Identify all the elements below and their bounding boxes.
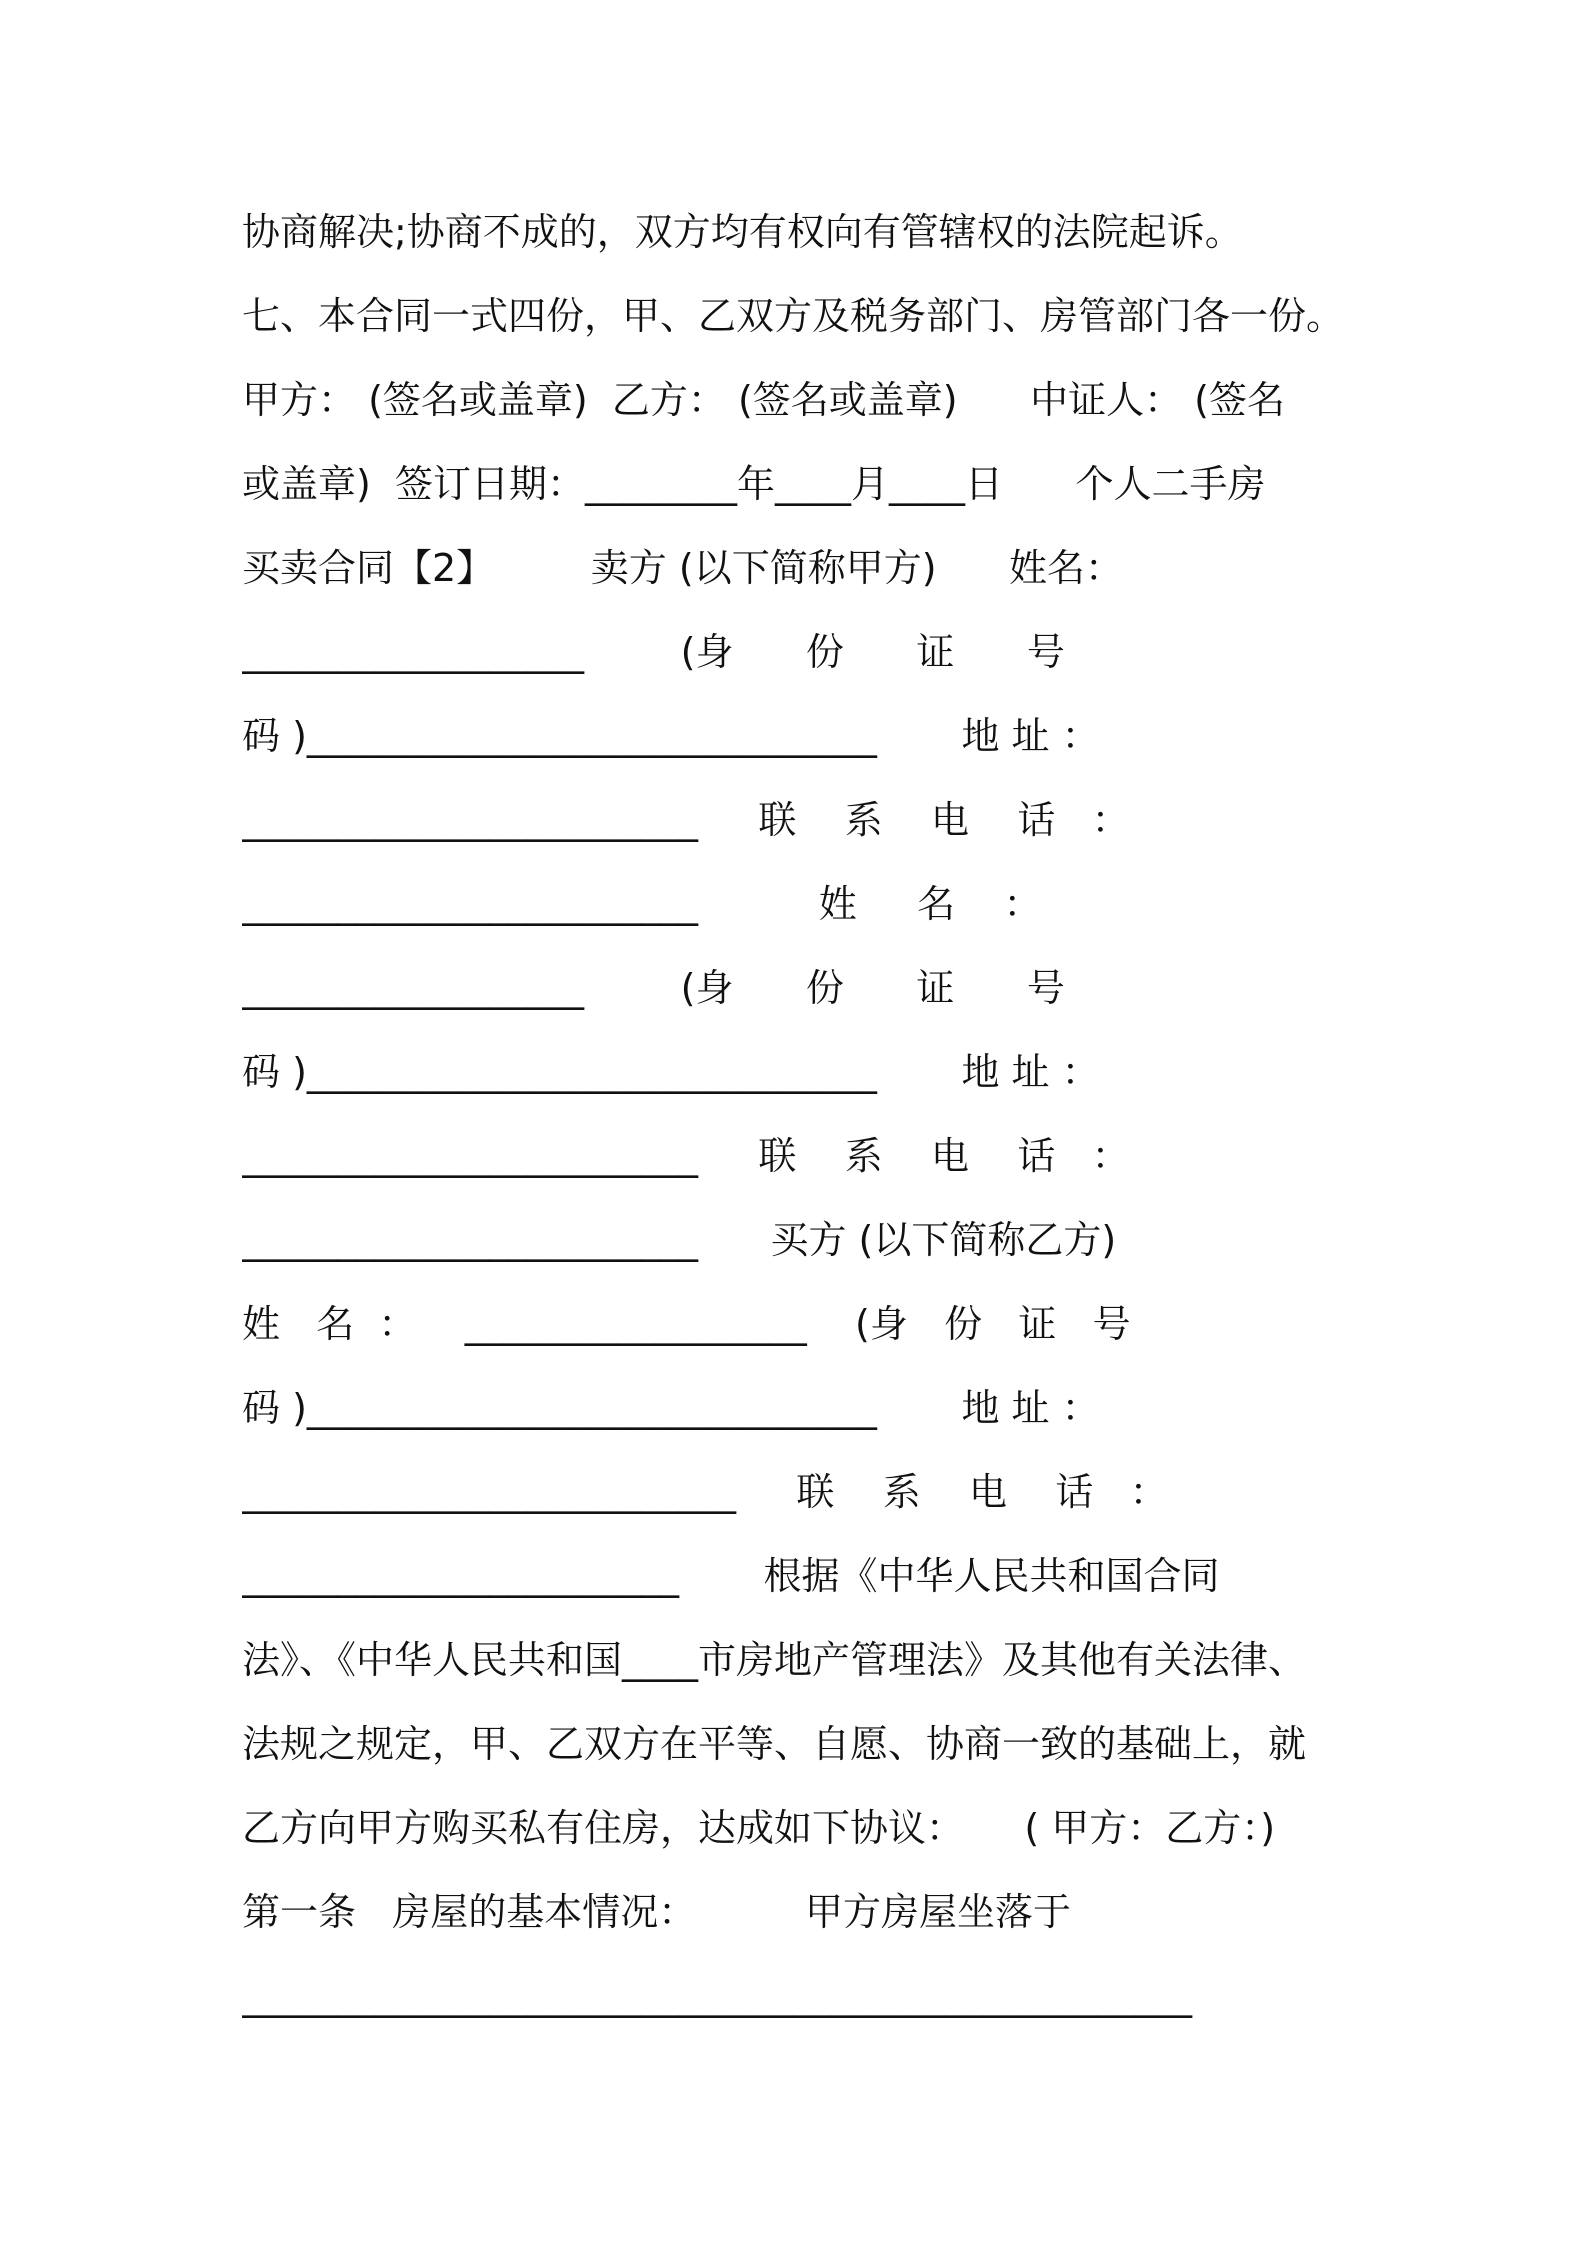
text-line-buyer-heading: ________________________ 买方 (以下简称乙方): [242, 1218, 1117, 1262]
text-line-seller-address: 码 )______________________________ 地 址 ：: [242, 714, 1100, 758]
text-line-legal-basis-cont: 法》、《中华人民共和国____市房地产管理法》及其他有关法律、: [242, 1638, 1307, 1682]
text-line-buyer-address: 码 )______________________________ 地 址 ：: [242, 1386, 1100, 1430]
text-line-signing-date: 或盖章) 签订日期：________年____月____日 个人二手房: [242, 462, 1266, 506]
text-line-dispute-resolution: 协商解决;协商不成的，双方均有权向有管辖权的法院起诉。: [242, 210, 1243, 254]
text-line-article-one: 第一条 房屋的基本情况： 甲方房屋坐落于: [242, 1890, 1071, 1934]
text-line-contract-title: 买卖合同【2】 卖方 (以下简称甲方) 姓名：: [242, 546, 1124, 590]
text-line-equality-clause: 法规之规定，甲、乙双方在平等、自愿、协商一致的基础上，就: [242, 1722, 1307, 1766]
text-line-location-blank: __________________________________________________: [242, 1974, 1192, 2018]
text-line-seller2-phone: ________________________ 联 系 电 话 ：: [242, 1134, 1130, 1178]
text-line-legal-basis: _______________________ 根据《中华人民共和国合同: [242, 1554, 1220, 1598]
text-line-seller-id: __________________ (身 份 证 号: [242, 630, 1065, 674]
contract-body: [242, 190, 1356, 2038]
text-line-buyer-phone: __________________________ 联 系 电 话 ：: [242, 1470, 1168, 1514]
text-line-seller2-name: ________________________ 姓 名 ：: [242, 882, 1042, 926]
text-line-agreement-intro: 乙方向甲方购买私有住房，达成如下协议： ( 甲方：乙方：): [242, 1806, 1276, 1850]
text-line-signatures: 甲方： (签名或盖章) 乙方： (签名或盖章) 中证人： (签名: [242, 378, 1285, 422]
text-line-copies-clause: 七、本合同一式四份，甲、乙双方及税务部门、房管部门各一份。: [242, 294, 1345, 338]
text-line-seller2-id: __________________ (身 份 证 号: [242, 966, 1065, 1010]
text-line-seller-phone: ________________________ 联 系 电 话 ：: [242, 798, 1130, 842]
text-line-buyer-name: 姓 名 ： __________________ (身 份 证 号: [242, 1302, 1131, 1346]
text-line-seller2-address: 码 )______________________________ 地 址 ：: [242, 1050, 1100, 1094]
